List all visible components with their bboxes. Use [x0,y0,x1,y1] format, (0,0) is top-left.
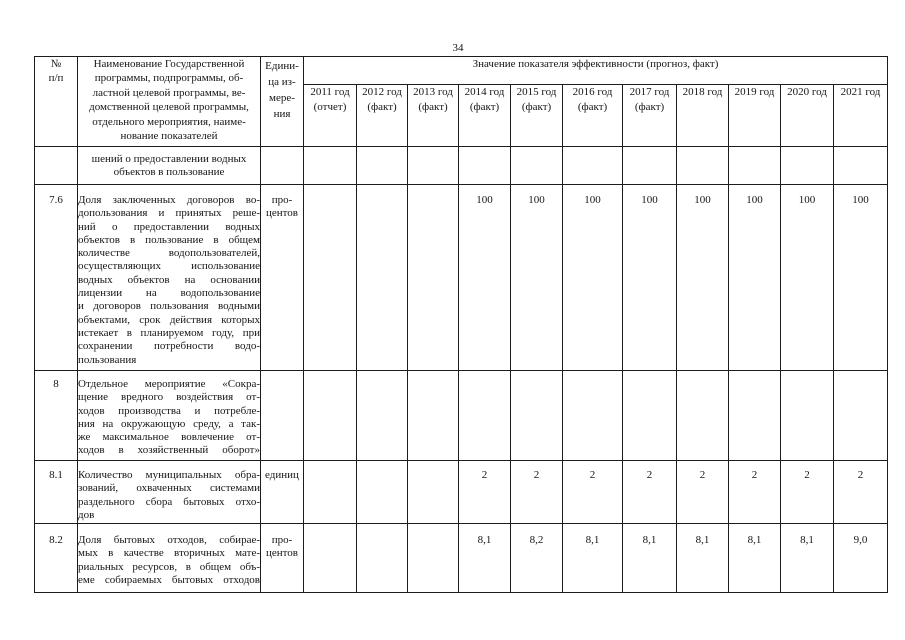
year-label: 2014 год [464,86,505,98]
unit-line: про- [271,534,293,546]
value-2018: 2 [677,461,729,524]
year-kind: (факт) [367,101,397,113]
table-row [35,147,888,185]
header-name-line: Наименование Государственной [93,58,245,70]
value-2017: 100 [623,185,677,371]
header-name-line: ластной целевой программы, ве- [92,86,246,99]
unit-cell [261,147,304,185]
row-number-cell: 7.6 [35,185,78,371]
year-label: 2018 год [682,86,723,98]
value-2011 [304,461,357,524]
value-2019: 8,1 [729,524,781,593]
value-2011 [304,371,357,461]
value-2021: 2 [834,461,888,524]
value-2013 [408,524,459,593]
indicator-name-cell [78,461,261,524]
header-values-group: Значение показателя эффективности (прогноз, факт) [304,57,888,85]
year-label: 2020 год [787,86,827,98]
unit-line: единиц [265,469,299,481]
indicator-name-cell [78,371,261,461]
value-2020: 100 [781,185,834,371]
value-2013 [408,461,459,524]
header-year-2019 [729,85,781,147]
unit-cell [261,524,304,593]
header-year-2020 [781,85,834,147]
header-name-line: нование показателей [120,130,218,143]
row-number-cell [35,147,78,185]
table-row [35,524,888,593]
unit-line: центов [265,207,298,220]
indicator-name-line: пользования [78,353,137,366]
value-2012 [357,371,408,461]
year-label: 2021 год [840,86,881,98]
indicator-name-cell [78,147,261,185]
indicator-name-line: осуществляющих использование [78,260,260,273]
header-unit [261,57,304,147]
indicator-name-line: раздельного сбора бытовых отхо- [78,495,260,508]
indicator-name-line: щение вредного воздействия от- [78,391,260,404]
indicator-name-line: еме собираемых бытовых отходов [78,573,260,586]
year-label: 2015 год [516,86,557,98]
header-unit-line: Едини- [265,60,299,72]
indicator-name-line: ходов производства и потребле- [78,404,260,417]
header-row [35,57,888,85]
value-2016 [563,371,623,461]
header-unit-line: ца из- [268,76,296,88]
header-name [78,57,261,147]
indicator-name-line: и договоров пользования водными [78,300,260,313]
indicator-name-line: Количество муниципальных обра- [78,469,260,481]
value-2012 [357,147,408,185]
value-2015: 100 [511,185,563,371]
value-2019: 100 [729,185,781,371]
indicator-name-line: дов [78,508,95,521]
header-number-line: № [50,58,62,70]
value-2014 [459,147,511,185]
indicators-table [34,56,888,593]
value-2013 [408,371,459,461]
unit-cell [261,371,304,461]
value-2011 [304,147,357,185]
value-2014: 8,1 [459,524,511,593]
value-2016 [563,147,623,185]
header-year-2012 [357,85,408,147]
value-2017: 2 [623,461,677,524]
value-2021 [834,147,888,185]
year-kind: (факт) [521,101,552,113]
value-2021 [834,371,888,461]
value-2020 [781,371,834,461]
value-2016: 100 [563,185,623,371]
indicator-name-line: количестве водопользователей, [78,247,260,260]
value-2013 [408,147,459,185]
value-2016: 2 [563,461,623,524]
value-2018 [677,371,729,461]
value-2015 [511,371,563,461]
indicator-name-line: водных объектов на основании [78,273,260,286]
year-kind: (факт) [577,101,608,113]
indicator-name-line: ния на окружающую среду, а так- [78,417,260,430]
row-number-cell: 8.2 [35,524,78,593]
indicator-name-line: лицензии на водопользование [78,287,260,300]
value-2015 [511,147,563,185]
header-number [35,57,78,147]
value-2017: 8,1 [623,524,677,593]
value-2018: 8,1 [677,524,729,593]
value-2015: 2 [511,461,563,524]
indicator-name-line: объектов в пользование в общем [78,233,260,246]
unit-line: про- [271,194,293,206]
header-name-line: программы, подпрограммы, об- [94,72,244,85]
year-label: 2016 год [572,86,613,98]
header-year-2017 [623,85,677,147]
year-label: 2013 год [413,86,453,98]
value-2019 [729,147,781,185]
indicator-name-line: риальных ресурсов, в общем объ- [78,560,260,573]
header-year-2011 [304,85,357,147]
value-2020: 8,1 [781,524,834,593]
year-label: 2012 год [362,86,402,98]
value-2014: 100 [459,185,511,371]
indicator-name-cell [78,185,261,371]
indicator-name-cell [78,524,261,593]
value-2019 [729,371,781,461]
value-2021: 100 [834,185,888,371]
value-2016: 8,1 [563,524,623,593]
value-2017 [623,147,677,185]
value-2013 [408,185,459,371]
year-kind: (факт) [634,101,665,113]
indicator-name-line: истекает в планируемом году, при [78,326,260,339]
header-unit-line: ния [273,108,291,120]
indicator-name-line: объектов в пользование [113,166,225,179]
row-number-cell: 8.1 [35,461,78,524]
header-year-2016 [563,85,623,147]
year-label: 2019 год [734,86,775,98]
indicator-name-line: шений о предоставлении водных [91,153,247,165]
row-number-cell: 8 [35,371,78,461]
indicator-name-line: зований, охваченных системами [78,482,260,495]
header-number-line: п/п [48,72,64,85]
indicator-name-line: объектами, срок действия которых [78,313,260,326]
indicator-name-line: ний о предоставлении водных [78,220,260,233]
indicator-name-line: Отдельное мероприятие «Сокра- [78,378,260,390]
indicator-name-line: же максимальное вовлечение от- [78,431,260,444]
indicator-name-line: мых в качестве вторичных мате- [78,547,260,560]
value-2015: 8,2 [511,524,563,593]
table-row [35,185,888,371]
value-2012 [357,461,408,524]
indicator-name-line: ходов в хозяйственный оборот» [78,444,260,457]
value-2012 [357,185,408,371]
year-kind: (факт) [418,101,448,113]
header-year-2021 [834,85,888,147]
value-2019: 2 [729,461,781,524]
year-kind: (факт) [469,101,500,113]
value-2017 [623,371,677,461]
value-2020 [781,147,834,185]
unit-cell [261,185,304,371]
header-year-2013 [408,85,459,147]
header-name-line: домственной целевой программы, [89,101,249,114]
table-row [35,371,888,461]
header-year-2014 [459,85,511,147]
year-label: 2017 год [629,86,670,98]
value-2012 [357,524,408,593]
page-number: 34 [452,42,464,54]
indicator-name-line: Доля бытовых отходов, собирае- [78,534,260,546]
header-name-line: отдельного мероприятия, наиме- [92,115,246,128]
value-2011 [304,524,357,593]
value-2014 [459,371,511,461]
value-2011 [304,185,357,371]
table-row [35,461,888,524]
value-2018 [677,147,729,185]
year-label: 2011 год [310,86,350,98]
indicator-name-line: Доля заключенных договоров во- [78,194,260,206]
value-2020: 2 [781,461,834,524]
indicator-name-line: допользования и принятых реше- [78,207,260,220]
value-2018: 100 [677,185,729,371]
header-unit-line: мере- [269,92,295,104]
indicator-name-line: сохранении потребности водо- [78,340,260,353]
unit-line: центов [265,547,298,560]
header-year-2015 [511,85,563,147]
header-year-2018 [677,85,729,147]
value-2021: 9,0 [834,524,888,593]
unit-cell [261,461,304,524]
year-kind: (отчет) [313,101,347,113]
value-2014: 2 [459,461,511,524]
